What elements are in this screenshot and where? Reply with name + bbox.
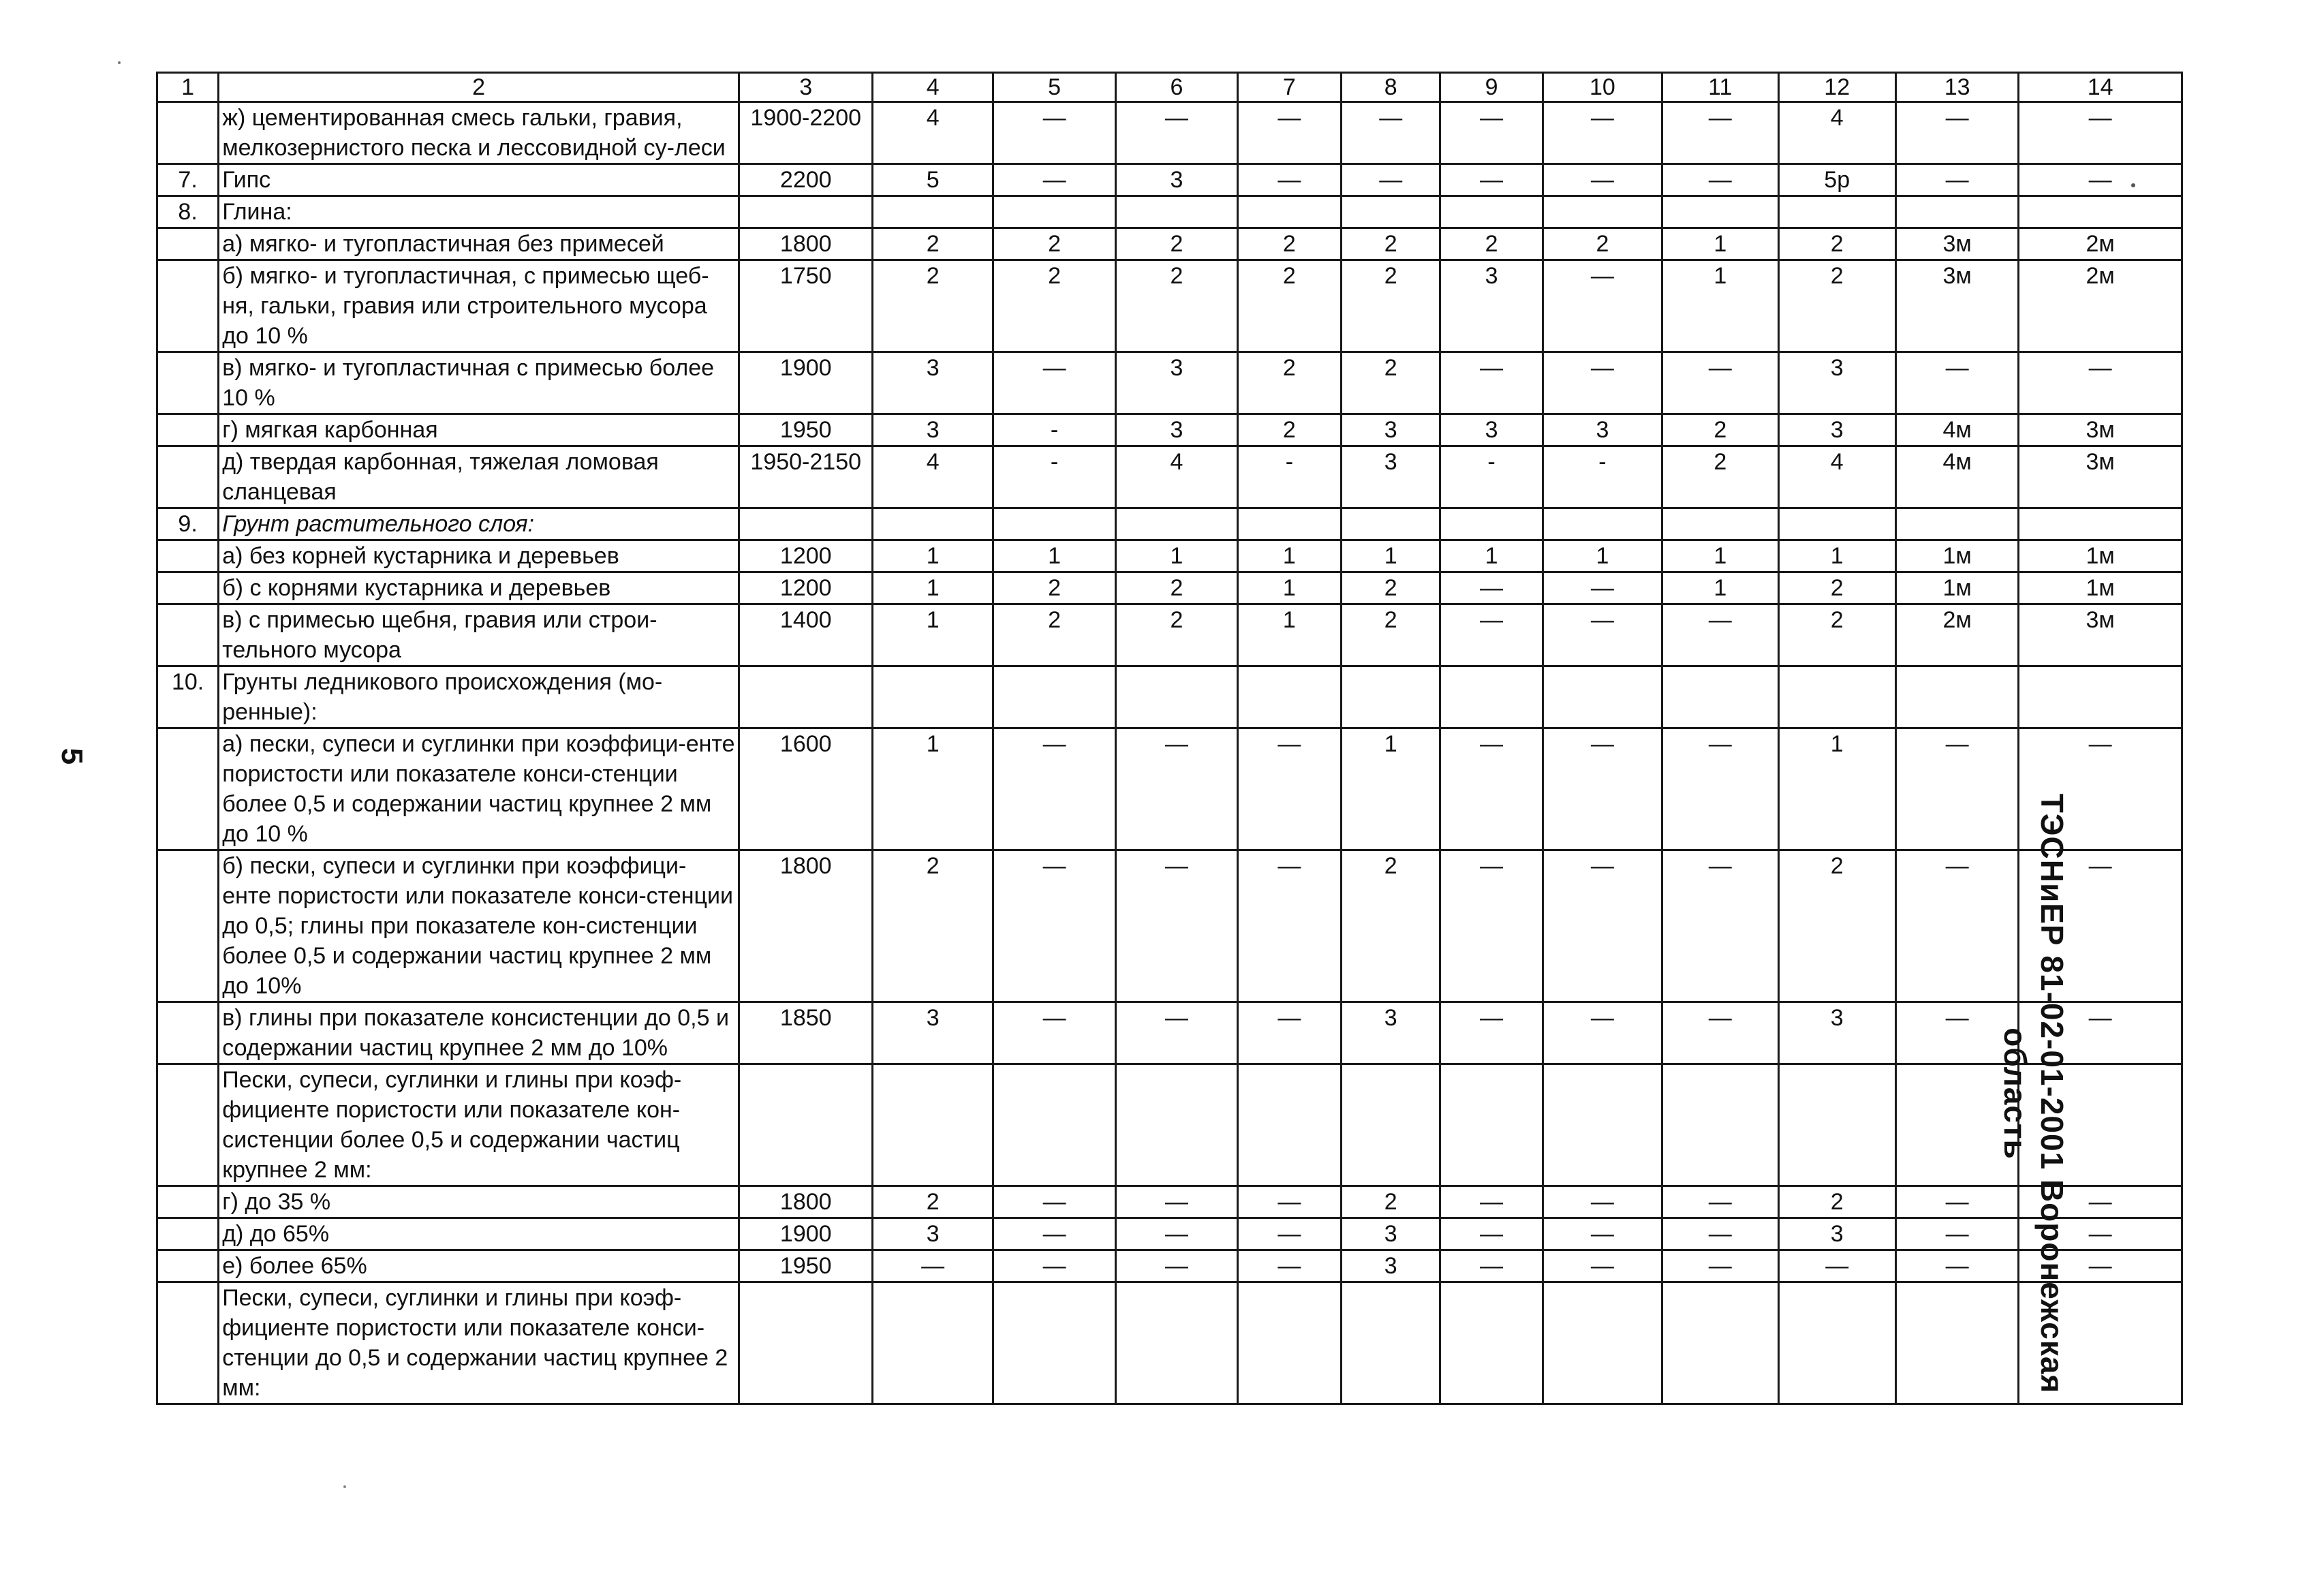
group-value-cell: 3: [1778, 414, 1895, 446]
group-value-cell: 4: [873, 102, 993, 164]
header-cell: 2: [219, 73, 739, 102]
soil-name-cell: Глина:: [219, 196, 739, 228]
density-cell: 1800: [739, 1186, 873, 1218]
group-value-cell: —: [1543, 164, 1662, 196]
group-value-cell: 2: [993, 604, 1115, 666]
group-value-cell: 2: [873, 1186, 993, 1218]
group-value-cell: 1: [873, 604, 993, 666]
group-value-cell: —: [993, 1186, 1115, 1218]
group-value-cell: 2м: [2019, 228, 2182, 260]
group-value-cell: 2: [1342, 228, 1440, 260]
group-value-cell: 2: [1116, 228, 1237, 260]
group-value-cell: 4м: [1895, 414, 2018, 446]
group-value-cell: 2: [1543, 228, 1662, 260]
soil-name-cell: а) пески, супеси и суглинки при коэффици-енте пористости или показателе конси-стенции более 0,5 и содержании частиц крупнее 2 мм до 10 %: [219, 728, 739, 850]
group-value-cell: 2: [993, 228, 1115, 260]
group-value-cell: —: [1895, 728, 2018, 850]
group-value-cell: —: [1895, 164, 2018, 196]
group-value-cell: 3: [1778, 352, 1895, 414]
group-value-cell: 1: [1440, 540, 1543, 572]
group-value-cell: 1: [1342, 728, 1440, 850]
group-value-cell: 1: [1662, 572, 1778, 604]
group-value-cell: 2: [1440, 228, 1543, 260]
header-cell: 11: [1662, 73, 1778, 102]
group-value-cell: 1м: [2019, 572, 2182, 604]
density-cell: 1200: [739, 540, 873, 572]
row-number-cell: 8.: [157, 196, 219, 228]
group-value-cell: —: [1440, 1250, 1543, 1282]
row-number-cell: 10.: [157, 666, 219, 728]
group-value-cell: 2: [873, 850, 993, 1002]
density-cell: 1900: [739, 1218, 873, 1250]
speck: [2131, 183, 2135, 187]
group-value-cell: 1: [1237, 604, 1341, 666]
group-value-cell: 2: [873, 260, 993, 352]
group-value-cell: 3: [873, 352, 993, 414]
soil-name-cell: в) глины при показателе консистенции до 0,5 и содержании частиц крупнее 2 мм до 10%: [219, 1002, 739, 1064]
soil-name-cell: а) мягко- и тугопластичная без примесей: [219, 228, 739, 260]
group-value-cell: 1: [1662, 260, 1778, 352]
group-value-cell: 1: [1237, 572, 1341, 604]
group-value-cell: —: [1237, 850, 1341, 1002]
group-value-cell: 2: [1237, 228, 1341, 260]
group-value-cell: 3: [1342, 1250, 1440, 1282]
document-title: ТЭСНиЕР 81-02-01-2001 Воронежская область: [1998, 793, 2070, 1394]
group-value-cell: —: [1895, 1250, 2018, 1282]
group-value-cell: —: [993, 1250, 1115, 1282]
group-value-cell: 4: [873, 446, 993, 508]
group-value-cell: 4: [1778, 446, 1895, 508]
group-value-cell: —: [2019, 102, 2182, 164]
density-cell: 1800: [739, 850, 873, 1002]
group-value-cell: —: [2019, 728, 2182, 850]
group-value-cell: 2: [1342, 1186, 1440, 1218]
group-value-cell: —: [2019, 1002, 2182, 1064]
group-value-cell: —: [1662, 850, 1778, 1002]
group-value-cell: —: [2019, 1218, 2182, 1250]
group-value-cell: —: [1662, 1218, 1778, 1250]
group-value-cell: —: [1662, 1002, 1778, 1064]
group-value-cell: —: [1662, 604, 1778, 666]
group-value-cell: 2: [1342, 850, 1440, 1002]
group-value-cell: 3м: [2019, 604, 2182, 666]
header-cell: 4: [873, 73, 993, 102]
group-value-cell: —: [1662, 102, 1778, 164]
group-value-cell: 1: [873, 540, 993, 572]
group-value-cell: 2: [1778, 850, 1895, 1002]
header-cell: 3: [739, 73, 873, 102]
group-value-cell: 1: [993, 540, 1115, 572]
group-value-cell: 3: [1342, 1218, 1440, 1250]
group-value-cell: —: [1116, 1186, 1237, 1218]
group-value-cell: —: [2019, 1186, 2182, 1218]
group-value-cell: —: [2019, 850, 2182, 1002]
group-value-cell: —: [993, 352, 1115, 414]
group-value-cell: —: [993, 728, 1115, 850]
group-value-cell: -: [993, 414, 1115, 446]
group-value-cell: —: [2019, 1250, 2182, 1282]
header-cell: 7: [1237, 73, 1341, 102]
group-value-cell: —: [993, 164, 1115, 196]
group-value-cell: 2: [1342, 352, 1440, 414]
group-value-cell: 3м: [2019, 414, 2182, 446]
group-value-cell: 2: [1342, 572, 1440, 604]
group-value-cell: 1: [1543, 540, 1662, 572]
group-value-cell: —: [1116, 1250, 1237, 1282]
group-value-cell: —: [993, 1218, 1115, 1250]
group-value-cell: —: [1543, 604, 1662, 666]
group-value-cell: 3: [873, 414, 993, 446]
group-value-cell: 2: [1778, 604, 1895, 666]
group-value-cell: 5: [873, 164, 993, 196]
group-value-cell: —: [1440, 1186, 1543, 1218]
group-value-cell: 3: [1778, 1002, 1895, 1064]
speck: [118, 61, 121, 64]
group-value-cell: —: [1543, 1250, 1662, 1282]
soil-name-cell: б) мягко- и тугопластичная, с примесью щеб-ня, гальки, гравия или строительного мусора до 10 %: [219, 260, 739, 352]
group-value-cell: 1: [1778, 728, 1895, 850]
group-value-cell: —: [1543, 572, 1662, 604]
group-value-cell: —: [1778, 1250, 1895, 1282]
soil-name-cell: г) до 35 %: [219, 1186, 739, 1218]
group-value-cell: —: [2019, 164, 2182, 196]
group-value-cell: 3м: [2019, 446, 2182, 508]
density-cell: 1750: [739, 260, 873, 352]
group-value-cell: —: [1116, 728, 1237, 850]
soil-name-cell: Грунт растительного слоя:: [219, 508, 739, 540]
group-value-cell: 1: [1662, 228, 1778, 260]
group-value-cell: —: [1440, 1218, 1543, 1250]
group-value-cell: 1: [1778, 540, 1895, 572]
group-value-cell: —: [1440, 1002, 1543, 1064]
group-value-cell: 2: [1116, 260, 1237, 352]
group-value-cell: 2: [1342, 604, 1440, 666]
header-cell: 10: [1543, 73, 1662, 102]
header-cell: 8: [1342, 73, 1440, 102]
speck: [343, 1485, 346, 1488]
group-value-cell: —: [1895, 850, 2018, 1002]
group-value-cell: —: [1895, 1218, 2018, 1250]
group-value-cell: —: [1895, 352, 2018, 414]
group-value-cell: 3м: [1895, 260, 2018, 352]
group-value-cell: 3: [1342, 414, 1440, 446]
soil-name-cell: Пески, супеси, суглинки и глины при коэф-фициенте пористости или показателе кон-систенции более 0,5 и содержании частиц крупнее 2 мм:: [219, 1064, 739, 1186]
group-value-cell: —: [873, 1250, 993, 1282]
group-value-cell: 3: [1778, 1218, 1895, 1250]
header-cell: 5: [993, 73, 1115, 102]
group-value-cell: —: [1662, 164, 1778, 196]
group-value-cell: —: [1543, 728, 1662, 850]
group-value-cell: 3: [1440, 414, 1543, 446]
group-value-cell: 4: [1116, 446, 1237, 508]
density-cell: 1900-2200: [739, 102, 873, 164]
group-value-cell: —: [1543, 1218, 1662, 1250]
group-value-cell: 2: [1778, 1186, 1895, 1218]
group-value-cell: 2: [1237, 414, 1341, 446]
density-cell: 2200: [739, 164, 873, 196]
density-cell: 1850: [739, 1002, 873, 1064]
density-cell: 1950-2150: [739, 446, 873, 508]
soil-name-cell: е) более 65%: [219, 1250, 739, 1282]
group-value-cell: —: [1440, 102, 1543, 164]
group-value-cell: —: [1440, 850, 1543, 1002]
group-value-cell: -: [1543, 446, 1662, 508]
density-cell: 1900: [739, 352, 873, 414]
row-number-cell: 7.: [157, 164, 219, 196]
group-value-cell: 2м: [1895, 604, 2018, 666]
group-value-cell: 3: [1342, 446, 1440, 508]
group-value-cell: 1: [873, 572, 993, 604]
group-value-cell: 3: [873, 1002, 993, 1064]
group-value-cell: 2: [1237, 260, 1341, 352]
header-cell: 14: [2019, 73, 2182, 102]
soil-name-cell: в) с примесью щебня, гравия или строи-тельного мусора: [219, 604, 739, 666]
group-value-cell: 3: [1116, 352, 1237, 414]
group-value-cell: 4м: [1895, 446, 2018, 508]
group-value-cell: —: [1237, 1250, 1341, 1282]
group-value-cell: —: [2019, 352, 2182, 414]
group-value-cell: 2: [993, 572, 1115, 604]
group-value-cell: —: [1237, 102, 1341, 164]
group-value-cell: —: [1440, 352, 1543, 414]
group-value-cell: —: [1662, 728, 1778, 850]
group-value-cell: —: [993, 102, 1115, 164]
group-value-cell: 2: [873, 228, 993, 260]
header-cell: 6: [1116, 73, 1237, 102]
group-value-cell: 2: [1116, 604, 1237, 666]
group-value-cell: 1: [1116, 540, 1237, 572]
group-value-cell: 3: [1116, 414, 1237, 446]
group-value-cell: —: [1237, 164, 1341, 196]
group-value-cell: —: [1895, 1002, 2018, 1064]
density-cell: 1800: [739, 228, 873, 260]
group-value-cell: -: [1237, 446, 1341, 508]
group-value-cell: 2: [1778, 228, 1895, 260]
soil-name-cell: д) до 65%: [219, 1218, 739, 1250]
page-number: 5: [55, 747, 89, 765]
group-value-cell: 1: [1237, 540, 1341, 572]
group-value-cell: 1: [873, 728, 993, 850]
group-value-cell: 2: [1662, 414, 1778, 446]
group-value-cell: —: [1116, 1002, 1237, 1064]
soil-name-cell: ж) цементированная смесь гальки, гравия, мелкозернистого песка и лессовидной су-леси: [219, 102, 739, 164]
group-value-cell: 3: [1116, 164, 1237, 196]
soil-name-cell: в) мягко- и тугопластичная с примесью более 10 %: [219, 352, 739, 414]
group-value-cell: —: [1543, 102, 1662, 164]
header-cell: 9: [1440, 73, 1543, 102]
group-value-cell: 3: [873, 1218, 993, 1250]
header-cell: 12: [1778, 73, 1895, 102]
soil-name-cell: б) пески, супеси и суглинки при коэффици-енте пористости или показателе конси-стенции до 0,5; глины при показателе кон-систенции более 0,5 и содержании частиц крупнее 2 мм до 10%: [219, 850, 739, 1002]
group-value-cell: —: [1440, 572, 1543, 604]
group-value-cell: 2: [1116, 572, 1237, 604]
soil-name-cell: а) без корней кустарника и деревьев: [219, 540, 739, 572]
group-value-cell: 1: [1662, 540, 1778, 572]
group-value-cell: 3: [1342, 1002, 1440, 1064]
group-value-cell: —: [993, 1002, 1115, 1064]
group-value-cell: 1: [1342, 540, 1440, 572]
group-value-cell: 1м: [2019, 540, 2182, 572]
soil-name-cell: Грунты ледникового происхождения (мо-ренные):: [219, 666, 739, 728]
group-value-cell: 4: [1778, 102, 1895, 164]
group-value-cell: —: [1895, 102, 2018, 164]
group-value-cell: —: [1440, 728, 1543, 850]
group-value-cell: 3: [1543, 414, 1662, 446]
group-value-cell: —: [1543, 1002, 1662, 1064]
group-value-cell: 2: [1342, 260, 1440, 352]
group-value-cell: —: [1116, 102, 1237, 164]
group-value-cell: 2: [1778, 260, 1895, 352]
group-value-cell: 2м: [2019, 260, 2182, 352]
group-value-cell: —: [1543, 260, 1662, 352]
group-value-cell: —: [1440, 604, 1543, 666]
group-value-cell: —: [1662, 1250, 1778, 1282]
group-value-cell: 2: [1662, 446, 1778, 508]
group-value-cell: —: [1662, 352, 1778, 414]
group-value-cell: 5р: [1778, 164, 1895, 196]
group-value-cell: —: [1237, 1002, 1341, 1064]
group-value-cell: 3: [1440, 260, 1543, 352]
group-value-cell: —: [1116, 850, 1237, 1002]
group-value-cell: —: [1543, 352, 1662, 414]
group-value-cell: —: [993, 850, 1115, 1002]
group-value-cell: -: [1440, 446, 1543, 508]
group-value-cell: —: [1662, 1186, 1778, 1218]
group-value-cell: —: [1895, 1186, 2018, 1218]
soil-name-cell: б) с корнями кустарника и деревьев: [219, 572, 739, 604]
group-value-cell: —: [1237, 1186, 1341, 1218]
group-value-cell: 1м: [1895, 540, 2018, 572]
group-value-cell: —: [1342, 164, 1440, 196]
soil-name-cell: д) твердая карбонная, тяжелая ломовая сланцевая: [219, 446, 739, 508]
row-number-cell: 9.: [157, 508, 219, 540]
group-value-cell: 3м: [1895, 228, 2018, 260]
group-value-cell: 1м: [1895, 572, 2018, 604]
group-value-cell: 2: [1237, 352, 1341, 414]
header-cell: 13: [1895, 73, 2018, 102]
density-cell: 1600: [739, 728, 873, 850]
group-value-cell: —: [1543, 850, 1662, 1002]
group-value-cell: —: [1116, 1218, 1237, 1250]
group-value-cell: -: [993, 446, 1115, 508]
density-cell: 1950: [739, 414, 873, 446]
group-value-cell: —: [1440, 164, 1543, 196]
density-cell: 1400: [739, 604, 873, 666]
soil-name-cell: г) мягкая карбонная: [219, 414, 739, 446]
group-value-cell: 2: [993, 260, 1115, 352]
group-value-cell: —: [1543, 1186, 1662, 1218]
group-value-cell: —: [1237, 1218, 1341, 1250]
soil-name-cell: Гипс: [219, 164, 739, 196]
density-cell: 1950: [739, 1250, 873, 1282]
header-cell: 1: [157, 73, 219, 102]
soil-name-cell: Пески, супеси, суглинки и глины при коэф-фициенте пористости или показателе конси-стенции до 0,5 и содержании частиц крупнее 2 мм:: [219, 1282, 739, 1404]
group-value-cell: 2: [1778, 572, 1895, 604]
group-value-cell: —: [1342, 102, 1440, 164]
group-value-cell: —: [1237, 728, 1341, 850]
density-cell: 1200: [739, 572, 873, 604]
